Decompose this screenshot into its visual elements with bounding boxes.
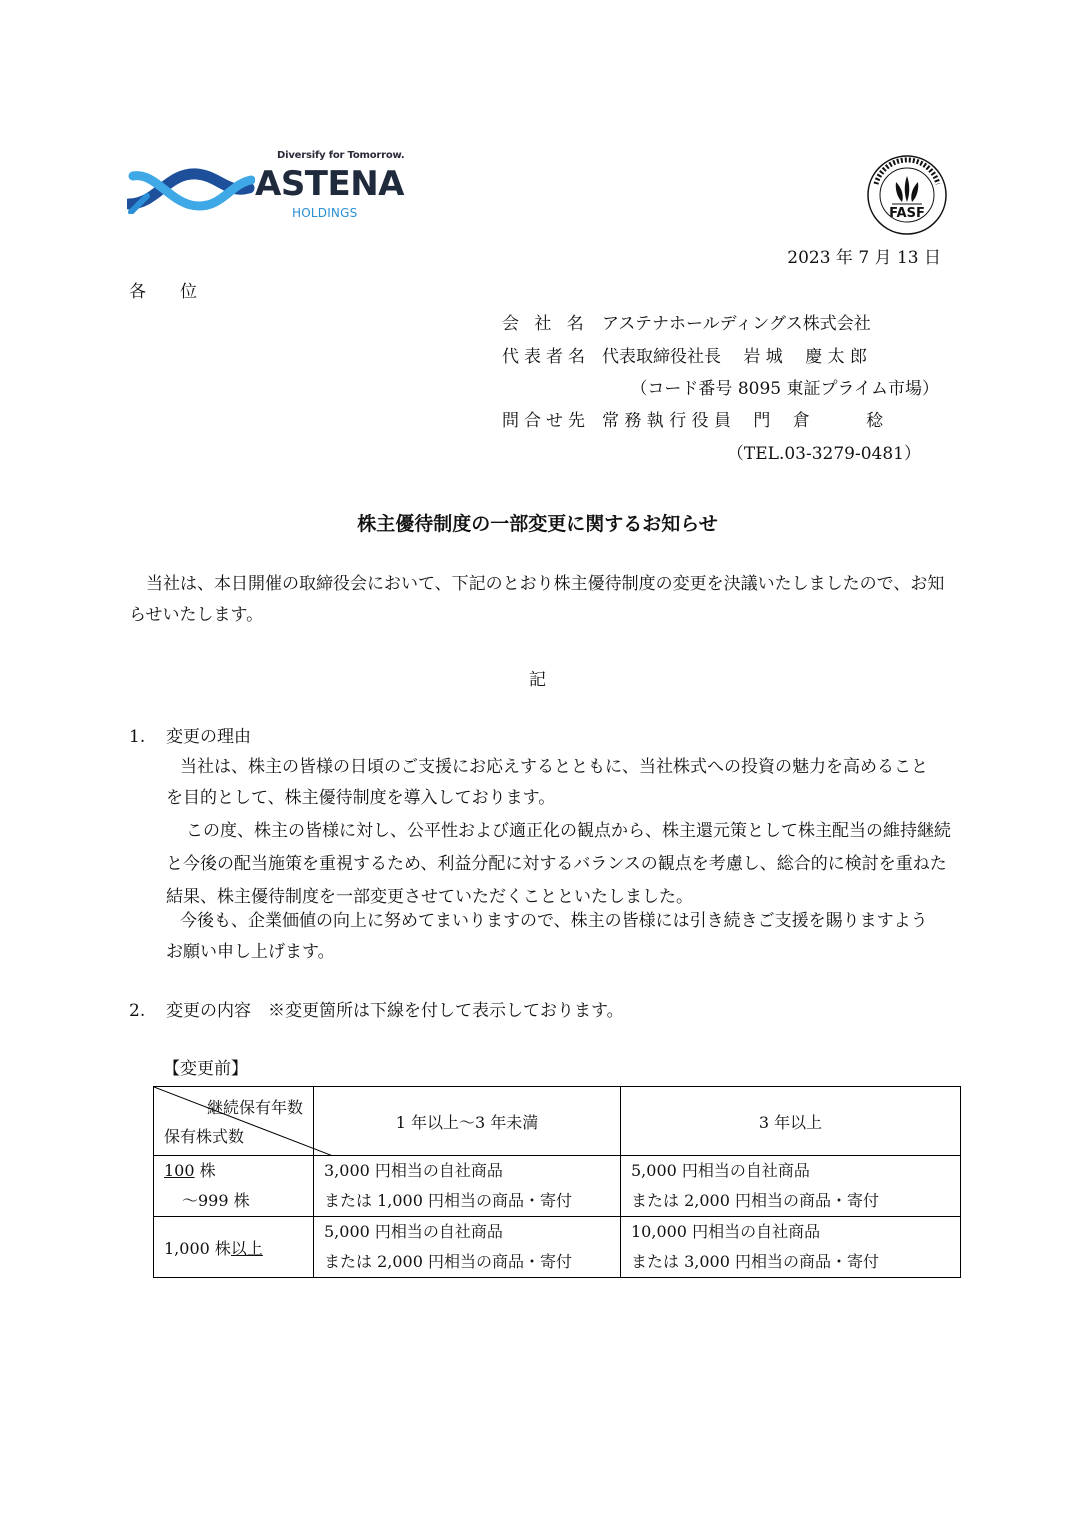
astena-mark-icon: [127, 166, 255, 214]
cell-r1-c1: [314, 1156, 621, 1217]
row-label-1: [154, 1156, 314, 1217]
ki-heading: 記: [529, 670, 546, 690]
row1-amount: 100: [164, 1161, 195, 1180]
contact-name: 常 務 執 行 役 員 門 倉 稔: [602, 411, 884, 431]
logo-name: ASTENA: [255, 164, 404, 204]
row1-range: ～999 株: [182, 1191, 250, 1210]
row2-amount: 1,000 株: [164, 1238, 231, 1258]
contact-label: 問合せ先: [502, 411, 590, 431]
cell-r2-c2-line1: 10,000 円相当の自社商品: [631, 1222, 821, 1241]
rep-label: 代表者名: [502, 347, 590, 367]
sender-company-row: [502, 316, 871, 333]
row1-unit: 株: [194, 1161, 216, 1180]
cell-r2-c1: [314, 1217, 621, 1278]
rep-name: 代表取締役社長 岩 城 慶 太 郎: [602, 347, 868, 367]
document-date: 2023 年 7 月 13 日: [787, 248, 941, 268]
cell-r1-c2: [621, 1156, 961, 1217]
logo-tagline: Diversify for Tomorrow.: [277, 150, 405, 161]
contact-tel: （TEL.03-3279-0481）: [726, 444, 921, 464]
cell-r2-c2-line2: または 3,000 円相当の商品・寄付: [631, 1252, 879, 1271]
intro-paragraph: 当社は、本日開催の取締役会において、下記のとおり株主優待制度の変更を決議いたしましたので、お知らせいたします。: [129, 574, 945, 625]
column-header-2: 3 年以上: [621, 1087, 961, 1156]
page-title: 株主優待制度の一部変更に関するお知らせ: [357, 513, 718, 535]
section1-number: 1.: [129, 727, 146, 747]
section2-heading: 変更の内容 ※変更箇所は下線を付して表示しております。: [166, 1001, 624, 1021]
section1-paragraph-1: 当社は、株主の皆様の日頃のご支援にお応えするとともに、当社株式への投資の魅力を高めることを目的として、株主優待制度を導入しております。: [166, 757, 928, 808]
company-logo: [127, 150, 417, 225]
section1-paragraph-3: 今後も、企業価値の向上に努めてまいりますので、株主の皆様には引き続きご支援を賜りますようお願い申し上げます。: [166, 911, 928, 962]
table-header-row: [154, 1087, 961, 1156]
table-caption: 【変更前】: [163, 1059, 248, 1079]
cell-r1-c2-line1: 5,000 円相当の自社商品: [631, 1161, 810, 1180]
cell-r2-c2: [621, 1217, 961, 1278]
table-row: [154, 1156, 961, 1217]
company-name: アステナホールディングス株式会社: [602, 314, 871, 334]
section1-heading: 変更の理由: [166, 727, 251, 747]
sender-contact-row: [502, 413, 883, 430]
company-label: 会 社 名: [502, 314, 589, 334]
logo-subname: HOLDINGS: [292, 206, 358, 220]
column-header-1: 1 年以上～3 年未満: [314, 1087, 621, 1156]
cell-r1-c2-line2: または 2,000 円相当の商品・寄付: [631, 1191, 879, 1210]
benefit-table: [153, 1086, 961, 1278]
row-label-2: [154, 1217, 314, 1278]
corner-top-label: 継続保有年数: [206, 1098, 303, 1117]
row2-suffix: 以上: [230, 1238, 263, 1258]
section1-paragraph-2: この度、株主の皆様に対し、公平性および適正化の観点から、株主還元策として株主配当の維持継続と今後の配当施策を重視するため、利益分配に対するバランスの観点を考慮し、総合的に検討を重ねた結果、株主優待制度を一部変更させていただくことといたしました。: [166, 821, 951, 907]
addressee: 各 位: [129, 282, 197, 302]
corner-bottom-label: 保有株式数: [164, 1127, 245, 1146]
section2-number: 2.: [129, 1001, 146, 1021]
table-corner-cell: [154, 1087, 314, 1156]
cell-r1-c1-line2: または 1,000 円相当の商品・寄付: [324, 1191, 572, 1210]
seal-abbrev: FASF: [889, 206, 925, 221]
cell-r1-c1-line1: 3,000 円相当の自社商品: [324, 1161, 503, 1180]
stock-code: （コード番号 8095 東証プライム市場）: [630, 379, 939, 399]
table-row: [154, 1217, 961, 1278]
fasf-seal: [866, 154, 948, 236]
cell-r2-c1-line2: または 2,000 円相当の商品・寄付: [324, 1252, 572, 1271]
sender-rep-row: [502, 349, 867, 366]
cell-r2-c1-line1: 5,000 円相当の自社商品: [324, 1222, 503, 1241]
fasf-seal-icon: [866, 154, 948, 236]
